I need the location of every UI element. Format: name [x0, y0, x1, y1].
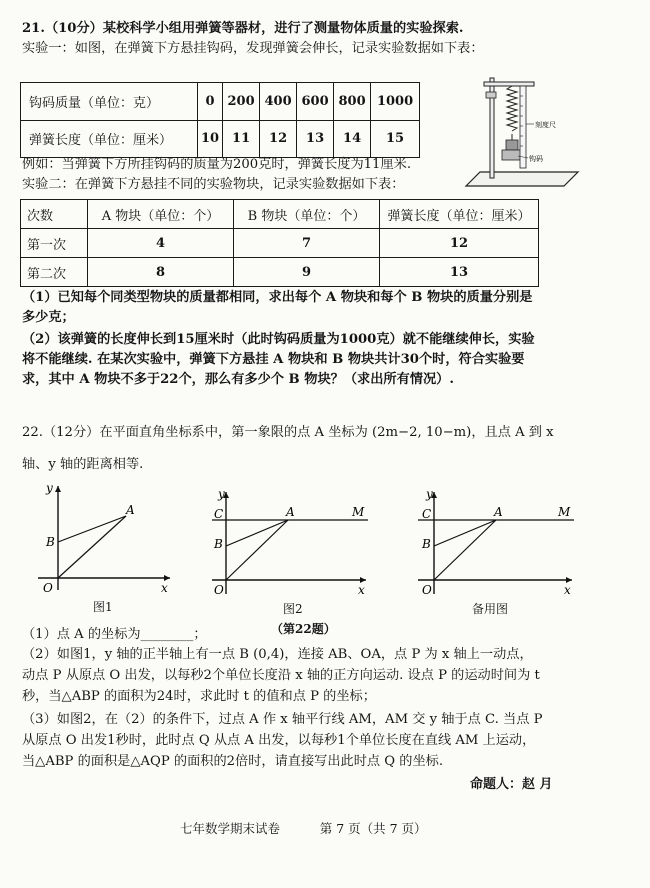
table-cell: 12 — [380, 229, 539, 258]
q21-exp1: 实验一：如图，在弹簧下方悬挂钩码，发现弹簧会伸长，记录实验数据如下表： — [22, 41, 484, 56]
point-b-label: B — [46, 535, 55, 549]
y-axis-label: y — [46, 481, 53, 495]
figure-2 — [206, 486, 376, 598]
table-cell: 11 — [223, 120, 260, 158]
y-axis-label: y — [218, 487, 225, 501]
weight-label: 钩码 — [529, 155, 543, 163]
figure-1 — [28, 478, 178, 596]
point-c-label: C — [214, 507, 224, 521]
figure-spare — [412, 486, 582, 598]
point-m-label: M — [558, 505, 571, 519]
table-header: 次数 — [21, 200, 88, 229]
table-cell: 4 — [88, 229, 234, 258]
page-footer: 七年数学期末试卷 第 7 页（共 7 页） — [180, 821, 427, 836]
origin-label: O — [422, 583, 432, 597]
table-blocks — [20, 199, 539, 287]
figure-1-caption: 图1 — [93, 600, 113, 614]
table-hook-mass — [20, 82, 420, 158]
q22-line1: 22.（12分）在平面直角坐标系中，第一象限的点 A 坐标为 (2m−2, 10−m)，且点 A 到 x — [22, 425, 554, 440]
table-cell: 15 — [371, 120, 420, 158]
table-row — [21, 120, 420, 158]
table-cell: 7 — [234, 229, 380, 258]
point-a-label: A — [494, 505, 503, 519]
table-header: A 物块（单位：个） — [88, 200, 234, 229]
ruler-label: 刻度尺 — [535, 121, 556, 129]
q22-part1: （1）点 A 的坐标为________； — [22, 627, 207, 642]
q21-example: 例如：当弹簧下方所挂钩码的质量为200克时，弹簧长度为11厘米. — [22, 157, 412, 172]
point-m-label: M — [352, 505, 365, 519]
q21-part2-line2: 将不能继续. 在某次实验中，弹簧下方悬挂 A 物块和 B 物块共计30个时，符合实验要 — [22, 352, 525, 367]
origin-label: O — [43, 581, 53, 595]
point-b-label: B — [422, 537, 431, 551]
point-a-label: A — [126, 503, 135, 517]
x-axis-label: x — [161, 581, 168, 595]
table-header: 弹簧长度（单位：厘米） — [380, 200, 539, 229]
table-cell: 600 — [297, 83, 334, 121]
q21-header: 21.（10分）某校科学小组用弹簧等器材，进行了测量物体质量的实验探索. — [22, 21, 464, 36]
table-cell: 9 — [234, 258, 380, 287]
table-cell: 第一次 — [21, 229, 88, 258]
q21-part1-line1: （1）已知每个同类型物块的质量都相同，求出每个 A 物块和每个 B 物块的质量分别是 — [22, 290, 533, 305]
table-cell: 800 — [334, 83, 371, 121]
figure-group-caption: （第22题） — [271, 622, 336, 636]
point-b-label: B — [214, 537, 223, 551]
table-row — [21, 229, 539, 258]
table-row-label: 钩码质量（单位：克） — [21, 83, 198, 121]
table-row — [21, 258, 539, 287]
q21-part2-line1: （2）该弹簧的长度伸长到15厘米时（此时钩码质量为1000克）就不能继续伸长，实验 — [22, 332, 535, 347]
table-cell: 200 — [223, 83, 260, 121]
spring-apparatus-figure — [462, 68, 582, 192]
q22-part3-line3: 当△ABP 的面积是△AQP 的面积的2倍时，请直接写出此时点 Q 的坐标. — [22, 754, 444, 769]
table-header: B 物块（单位：个） — [234, 200, 380, 229]
table-row — [21, 83, 420, 121]
table-cell: 10 — [198, 120, 223, 158]
q22-part3-line2: 从原点 O 出发1秒时，此时点 Q 从点 A 出发，以每秒1个单位长度在直线 AM 上运动， — [22, 733, 536, 748]
table-cell: 0 — [198, 83, 223, 121]
table-cell: 1000 — [371, 83, 420, 121]
table-cell: 14 — [334, 120, 371, 158]
y-axis-label: y — [426, 487, 433, 501]
q22-part2-line3: 秒，当△ABP 的面积为24时，求此时 t 的值和点 P 的坐标； — [22, 689, 376, 704]
origin-label: O — [214, 583, 224, 597]
q21-part1-line2: 多少克； — [22, 310, 75, 325]
point-c-label: C — [422, 507, 432, 521]
table-header-row — [21, 200, 539, 229]
x-axis-label: x — [358, 583, 365, 597]
q22-part3-line1: （3）如图2，在（2）的条件下，过点 A 作 x 轴平行线 AM，AM 交 y 轴于点 C. 当点 P — [22, 712, 543, 727]
table-cell: 13 — [297, 120, 334, 158]
q21-exp2: 实验二：在弹簧下方悬挂不同的实验物块，记录实验数据如下表： — [22, 177, 405, 192]
q22-part2-line2: 动点 P 从原点 O 出发，以每秒2个单位长度沿 x 轴的正方向运动. 设点 P 的运动时间为 t — [22, 668, 540, 683]
q22-part2-line1: （2）如图1，y 轴的正半轴上有一点 B (0,4)，连接 AB、OA，点 P 为 x 轴上一动点， — [22, 647, 533, 662]
table-cell: 12 — [260, 120, 297, 158]
table-cell: 第二次 — [21, 258, 88, 287]
table-cell: 400 — [260, 83, 297, 121]
figure-2-caption: 图2 — [283, 602, 303, 616]
point-a-label: A — [286, 505, 295, 519]
x-axis-label: x — [564, 583, 571, 597]
q21-part2-line3: 求，其中 A 物块不多于22个，那么有多少个 B 物块？（求出所有情况）. — [22, 372, 454, 387]
table-cell: 13 — [380, 258, 539, 287]
table-cell: 8 — [88, 258, 234, 287]
table-row-label: 弹簧长度（单位：厘米） — [21, 120, 198, 158]
figure-spare-caption: 备用图 — [472, 602, 509, 616]
author: 命题人：赵 月 — [470, 777, 553, 792]
q22-line2: 轴、y 轴的距离相等. — [22, 457, 144, 472]
